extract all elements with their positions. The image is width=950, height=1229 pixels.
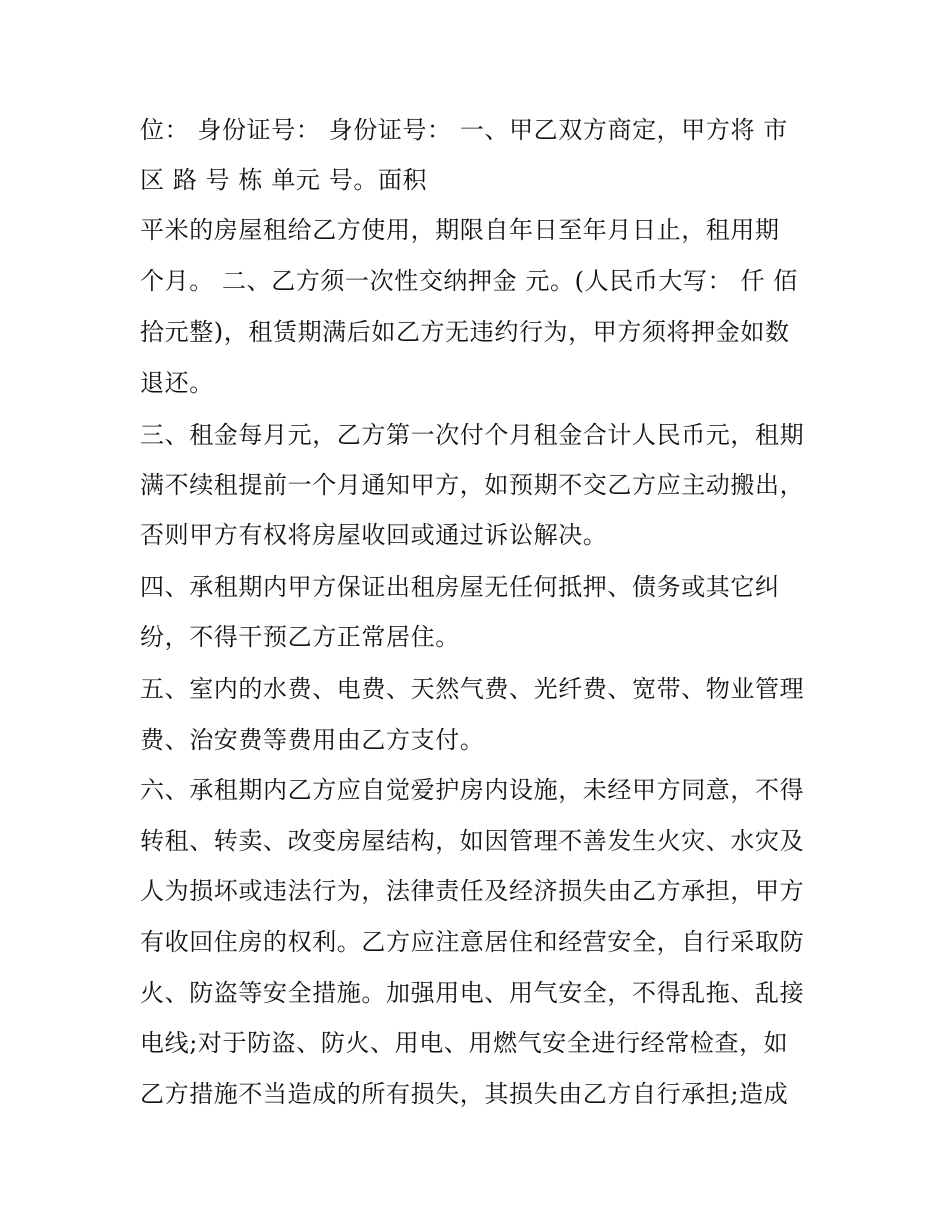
text-line: 乙方措施不当造成的所有损失，其损失由乙方自行承担;造成	[140, 1080, 789, 1108]
text-line: 四、承租期内甲方保证出租房屋无任何抵押、债务或其它纠	[140, 573, 780, 601]
text-line: 个月。 二、乙方须一次性交纳押金 元。(人民币大写： 仟 佰	[140, 267, 798, 295]
text-line: 电线;对于防盗、防火、用电、用燃气安全进行经常检查，如	[140, 1029, 789, 1057]
text-line: 有收回住房的权利。乙方应注意居住和经营安全，自行采取防	[140, 928, 805, 956]
text-line: 纷，不得干预乙方正常居住。	[140, 623, 460, 651]
text-line: 火、防盗等安全措施。加强用电、用气安全，不得乱拖、乱接	[140, 979, 805, 1007]
text-line: 三、租金每月元，乙方第一次付个月租金合计人民币元，租期	[140, 421, 805, 449]
text-line: 五、室内的水费、电费、天然气费、光纤费、宽带、物业管理	[140, 675, 805, 703]
text-line: 位： 身份证号： 身份证号： 一、甲乙双方商定，甲方将 市	[140, 116, 788, 144]
text-line: 费、治安费等费用由乙方支付。	[140, 726, 485, 754]
text-line: 平米的房屋租给乙方使用，期限自年日至年月日止，租用期	[140, 216, 780, 244]
text-line: 满不续租提前一个月通知甲方，如预期不交乙方应主动搬出，	[140, 471, 805, 499]
text-line: 六、承租期内乙方应自觉爱护房内设施，未经甲方同意，不得	[140, 776, 805, 804]
text-line: 否则甲方有权将房屋收回或通过诉讼解决。	[140, 521, 608, 549]
text-line: 转租、转卖、改变房屋结构，如因管理不善发生火灾、水灾及	[140, 827, 805, 855]
text-line: 区 路 号 栋 单元 号。面积	[140, 166, 428, 194]
text-line: 人为损坏或违法行为，法律责任及经济损失由乙方承担，甲方	[140, 877, 805, 905]
text-line: 拾元整)，租赁期满后如乙方无违约行为，甲方须将押金如数	[140, 318, 790, 346]
text-line: 退还。	[140, 369, 214, 397]
